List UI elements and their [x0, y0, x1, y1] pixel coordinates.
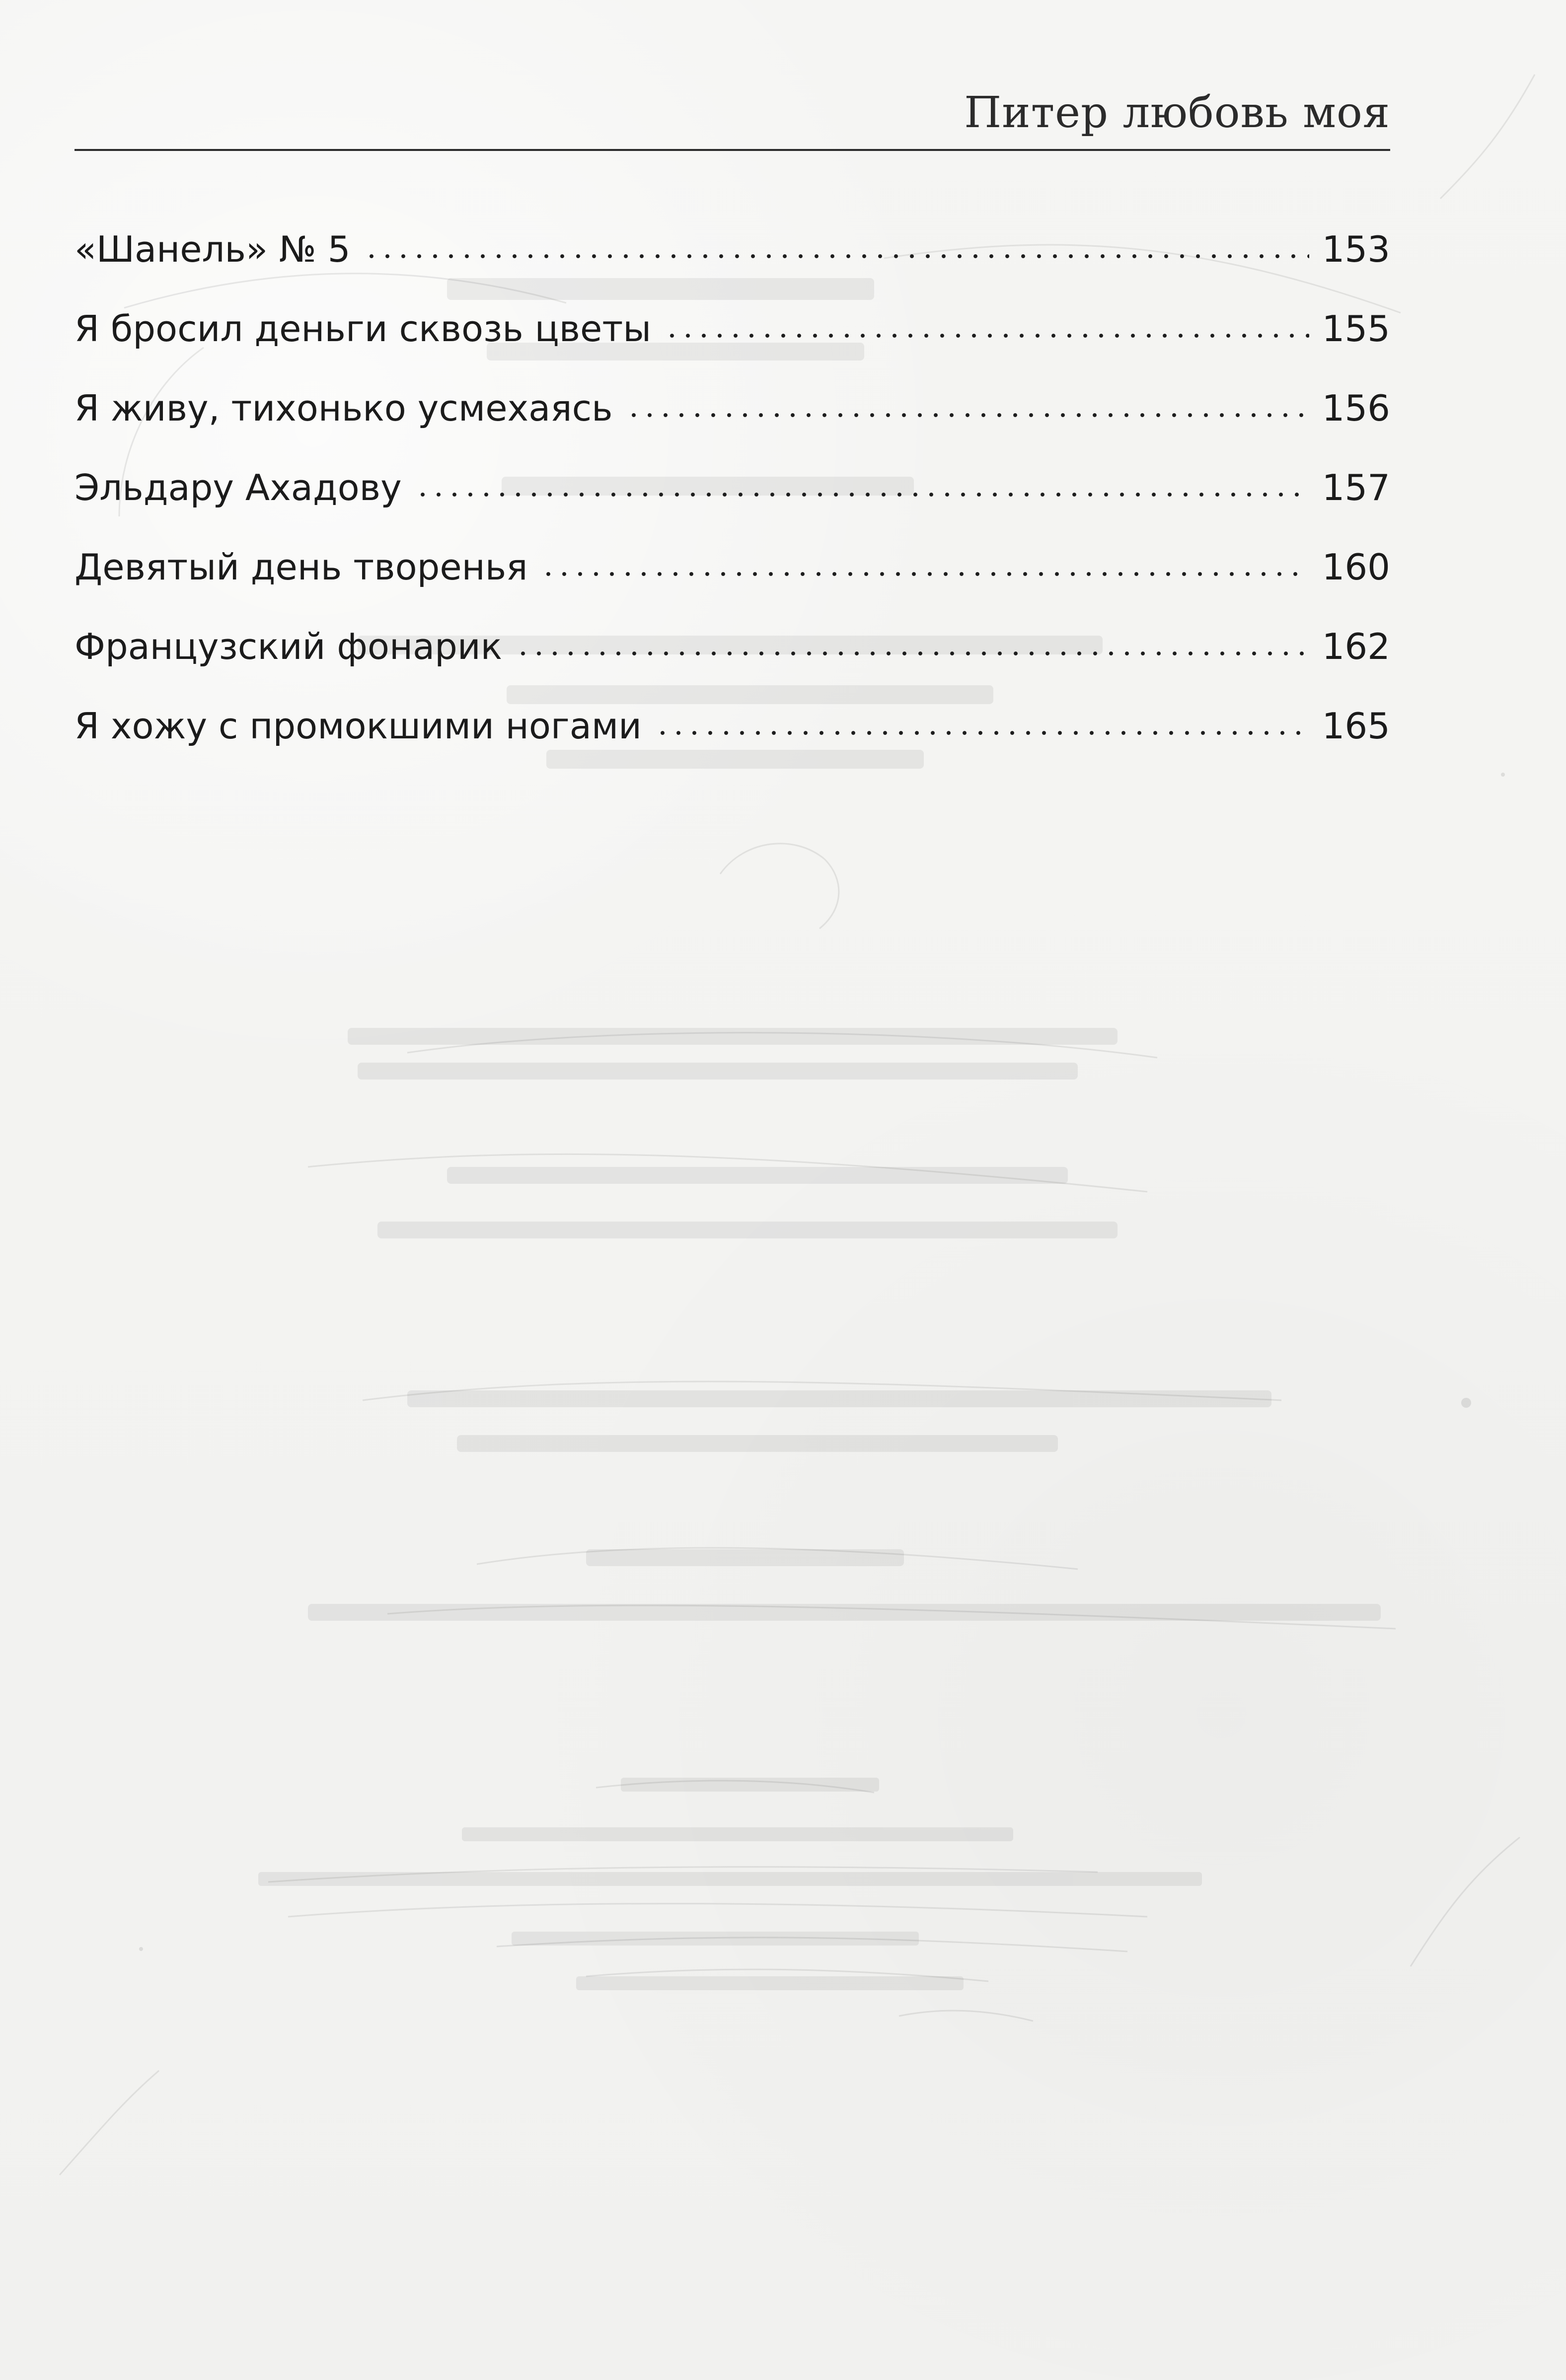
- running-head-title: Питер любовь моя: [964, 88, 1390, 138]
- toc-entry-title: Я живу, тихонько усмехаясь: [75, 387, 613, 429]
- toc-entry-title: «Шанель» № 5: [75, 228, 351, 270]
- toc-entry-page: 153: [1322, 228, 1390, 270]
- toc-entry: [75, 452, 1390, 508]
- toc-entry-title: Эльдару Ахадову: [75, 467, 402, 508]
- toc-dot-leader: [515, 649, 1309, 657]
- toc-entry: [75, 531, 1390, 588]
- toc-dot-leader: [655, 729, 1309, 737]
- toc-entry-page: 165: [1322, 705, 1390, 747]
- toc-dot-leader: [415, 491, 1309, 499]
- toc-entry-title: Я хожу с промокшими ногами: [75, 705, 642, 747]
- page-header: [75, 88, 1390, 154]
- toc-entry-title: Я бросил деньги сквозь цветы: [75, 308, 652, 350]
- table-of-contents: [75, 214, 1390, 770]
- toc-entry: [75, 293, 1390, 350]
- toc-entry: [75, 690, 1390, 747]
- toc-entry: [75, 611, 1390, 667]
- toc-entry: [75, 372, 1390, 429]
- toc-entry-page: 156: [1322, 387, 1390, 429]
- toc-entry: [75, 214, 1390, 270]
- toc-entry-page: 162: [1322, 626, 1390, 667]
- toc-dot-leader: [540, 570, 1309, 578]
- toc-dot-leader: [626, 411, 1309, 419]
- toc-entry-page: 160: [1322, 546, 1390, 588]
- toc-entry-page: 157: [1322, 467, 1390, 508]
- toc-dot-leader: [364, 252, 1309, 260]
- toc-dot-leader: [664, 332, 1309, 340]
- header-divider: [75, 149, 1390, 151]
- toc-entry-page: 155: [1322, 308, 1390, 350]
- toc-entry-title: Французский фонарик: [75, 626, 503, 667]
- toc-entry-title: Девятый день творенья: [75, 546, 528, 588]
